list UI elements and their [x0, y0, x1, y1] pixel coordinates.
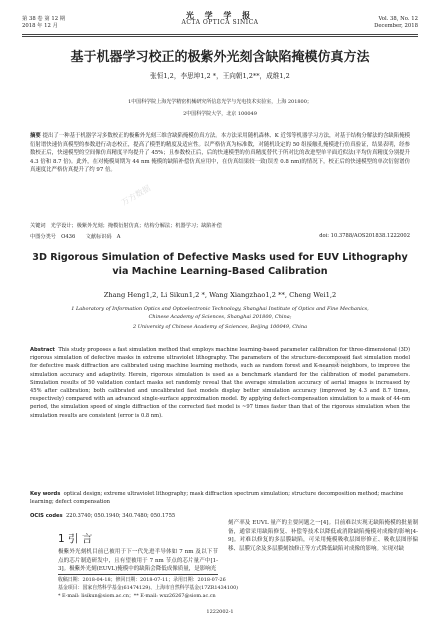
body-text-left: 极紫外光刻机目前已被用于下一代先进半导体如 7 nm 及以下节点的芯片制造研发中，且有望被用于 7 nm 节点的芯片量产中[1-3]。极紫外光刻(EUVL)掩模中的缺陷会降低成像质量，是影响光: [58, 549, 218, 572]
footnote-dates: 收稿日期：2018-04-18；修回日期：2018-07-11；录用日期：2018-07-26: [58, 577, 226, 583]
watermark: 万方数据: [119, 183, 153, 208]
abstract-en: [30, 346, 410, 420]
journal-name-en: ACTA OPTICA SINICA: [181, 19, 259, 26]
date-cn: 2018 年 12 月: [22, 23, 58, 29]
watermark: 万方数据: [319, 353, 353, 378]
volume-issue-en: [374, 16, 418, 30]
page-number: 1222002-1: [206, 609, 234, 615]
affiliation-en-2: Chinese Academy of Sciences, Shanghai 201800, China;: [148, 314, 292, 320]
affiliation-en-3: 2 University of Chinese Academy of Sciences, Beijing 100049, China: [132, 324, 308, 330]
authors-cn: 张恒1,2，李思坤1,2 *，王向朝1,2**，成维1,2: [150, 72, 290, 80]
authors-en: Zhang Heng1,2, Li Sikun1,2 *, Wang Xiangzhao1,2 **, Cheng Wei1,2: [103, 291, 337, 299]
abstract-cn-label: 摘要: [30, 133, 41, 139]
header-rule-thin: [22, 36, 418, 37]
affiliation-cn-1: 1中国科学院上海光学精密机械研究所信息光学与光电技术实验室，上海 201800；: [128, 99, 312, 105]
footnote-rule: [58, 574, 218, 575]
date-en: December, 2018: [374, 23, 418, 29]
affiliation-cn-2: 2中国科学院大学，北京 100049: [183, 111, 257, 117]
abstract-en-label: Abstract: [30, 347, 55, 353]
title-en-line-1: 3D Rigorous Simulation of Defective Masks used for EUV Lithography: [32, 252, 408, 263]
footnote-funding: 基金项目：国家自然科学基金(61474129)、上海市自然科学基金(17ZR1434100): [58, 585, 239, 591]
header-rule: [22, 34, 418, 35]
classification-cn: 中图分类号 O436 文献标识码 A: [30, 234, 121, 240]
abstract-cn-text: 提出了一种基于机器学习多数校正的极紫外光刻三维含缺陷掩模仿真方法。本方法采用随机森林、K 近邻等机器学习方法，对基于结构分解法的含缺陷掩模衍射谱快速仿真模型的参数进行动态校正，提高了模型的精度及适应性。以严格仿真为标准数，对随机设定的 50 组接触孔掩模进行仿真验证，结果表明，经参数校正后，快速模型的空间像仿真精度平均提升了 45%；且参数校正后，后的快速模型的仿真精度替代于所对比的改进型单平面近似法(平均仿真精度分别提升 4.3 倍和 8.7 倍)。此外，在对掩模周期为 44 nm 掩模的缺陷补偿仿真应用中，在仿真结果较一致(误差 0.8 nm)的情况下，校正后的快速模型的单次衍射谱仿真速度比严格仿真提升了约 97 倍。: [30, 133, 410, 174]
keywords-en-text: optical design; extreme ultraviolet lithography; mask diffraction spectrum simulation; structure decomposition method; machine learning; defect compensation: [30, 491, 404, 506]
affiliation-en-1: 1 Laboratory of Information Optics and Optoelectronic Technology, Shanghai Institute of Optics and Fine Mechanics,: [71, 306, 369, 312]
doi: doi: 10.3788/AOS201838.1222002: [319, 233, 410, 239]
abstract-cn: [30, 132, 410, 175]
footnote-email: * E-mail: lisikun@siom.ac.cn；** E-mail: wxz26267@siom.ac.cn: [58, 593, 216, 599]
keywords-cn: 关键词 光学设计；极紫外光刻；掩模衍射仿真；结构分解法；机器学习；缺陷补偿: [30, 223, 222, 229]
journal-header: [0, 0, 440, 34]
title-en: [22, 251, 418, 279]
abstract-en-text: This study proposes a fast simulation method that employs machine learning-based parameter calibration for three-dimensional (3D) rigorous simulation of defective masks in extreme ultraviolet lithography. The parameters of the structure-decomposed fast simulation model for defective mask diffraction are calibrated using machine learning methods, such as random forest and K-nearest neighbors, to improve the simulation accuracy and adaptivity. Herein, rigorous simulation is used as a benchmark standard for the calibration of model parameters. Simulation results of 50 validation contact masks set randomly reveal that the average simulation accuracy of aerial images is increased by 45% after calibration; both calibrated and uncalibrated fast models display better simulation accuracy (improved by 4.3 and 8.7 times, respectively) compared with an advanced single-surface approximation model. By applying defect-compensation simulation to a mask of 44-nm period, the simulation speed of single diffraction of the corrected fast model is ~97 times faster than that of the rigorous simulation when the simulation results are consistent (error is 0.8 nm).: [30, 347, 410, 419]
keywords-en-label: Key words: [30, 491, 61, 497]
title-cn: 基于机器学习校正的极紫外光刻含缺陷掩模仿真方法: [70, 50, 370, 65]
section-heading: 1 引 言: [58, 533, 93, 545]
journal-name-cn: 光 学 学 报: [185, 10, 255, 20]
keywords-en: [30, 490, 410, 506]
ocis-text: 220.3740; 050.1940; 340.7480; 050.1755: [65, 513, 176, 519]
vol-no-en: Vol. 38, No. 12: [378, 16, 418, 22]
body-text-right: 刻产率及 EUVL 量产的主要问题之一[4]。目前难以实现无缺陷掩模的批量制备，通常采用缺陷修复、补偿等技术以降低或消除缺陷掩模对成像的影响[4-9]。对难以修复的多层膜缺陷，可采用掩模吸收层图形修正、吸收层图形偏移、层膜冗余及多层膜刻蚀修正等方式降低缺陷对成像的影响。实现对缺: [228, 520, 418, 552]
volume-issue-cn: 第 38 卷 第 12 期: [22, 16, 66, 22]
ocis-label: OCIS codes: [30, 513, 63, 519]
title-en-line-2: via Machine Learning-Based Calibration: [112, 266, 328, 277]
classification-line: [30, 233, 410, 240]
